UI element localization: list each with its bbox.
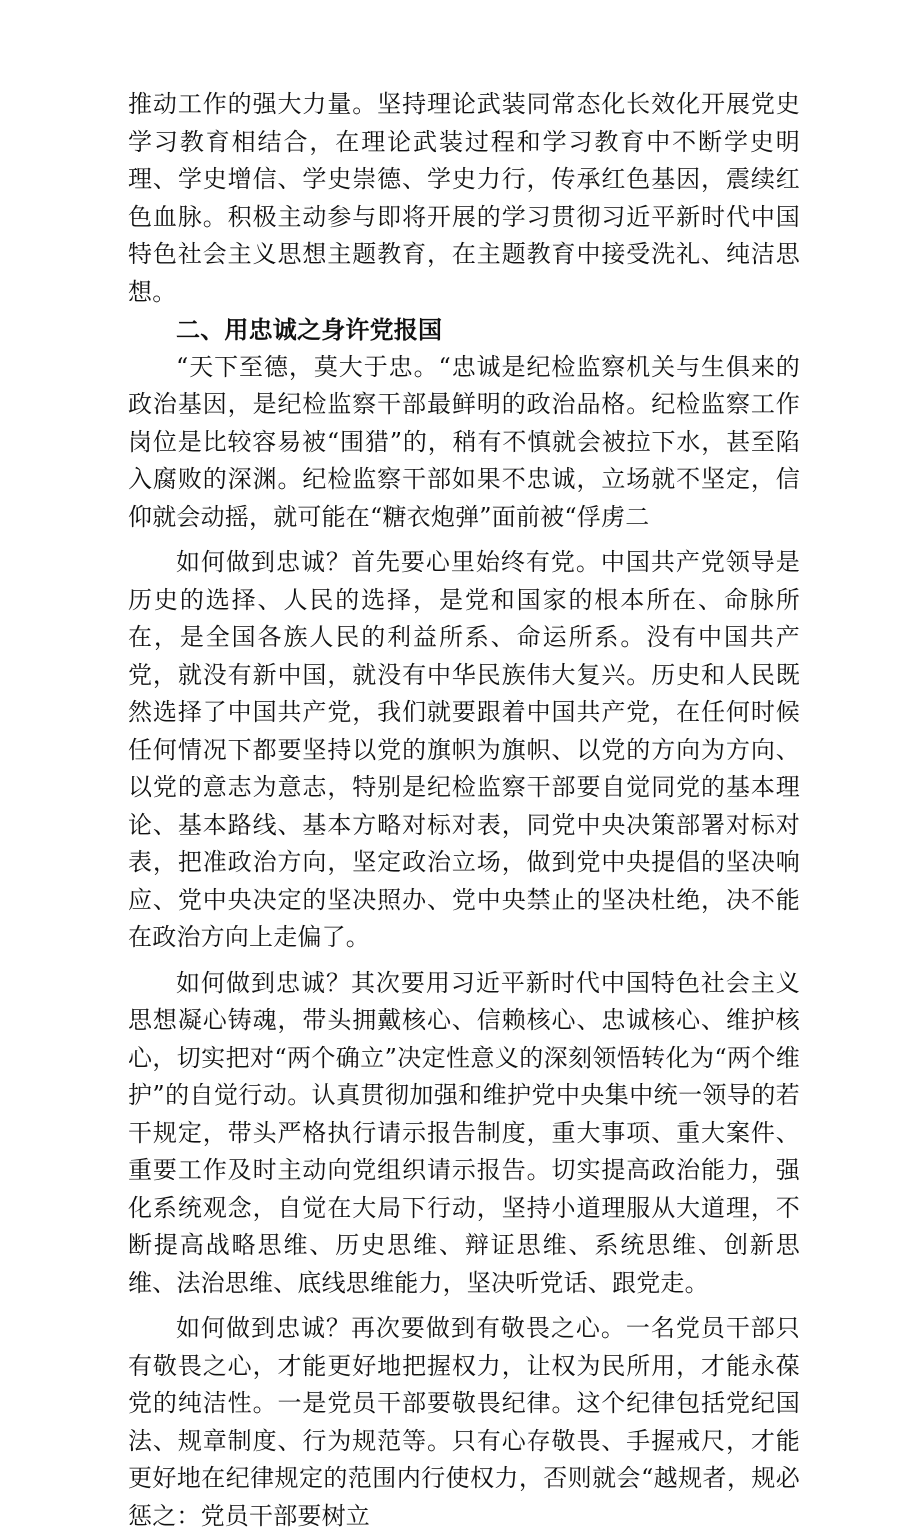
paragraph-1: 推动工作的强大力量。坚持理论武装同常态化长效化开展党史学习教育相结合，在理论武装过程和学习教育中不断学史明理、学史增信、学史崇德、学史力行，传承红色基因，震续红色血脉。积极主动参与即将开展的学习贯彻习近平新时代中国特色社会主义思想主题教育，在主题教育中接受洗礼、纯洁思想。 — [128, 90, 800, 306]
paragraph-4: 如何做到忠诚？其次要用习近平新时代中国特色社会主义思想凝心铸魂，带头拥戴核心、信赖核心、忠诚核心、维护核心，切实把对“两个确立”决定性意义的深刻领悟转化为“两个维护”的自觉行动。认真贯彻加强和维护党中央集中统一领导的若干规定，带头严格执行请示报告制度，重大事项、重大案件、重要工作及时主动向党组织请示报告。切实提高政治能力，强化系统观念，自觉在大局下行动，坚持小道理服从大道理，不断提高战略思维、历史思维、辩证思维、系统思维、创新思维、法治思维、底线思维能力，坚决听党话、跟党走。 — [128, 968, 800, 1297]
paragraph-3: 如何做到忠诚？首先要心里始终有党。中国共产党领导是历史的选择、人民的选择，是党和国家的根本所在、命脉所在，是全国各族人民的利益所系、命运所系。没有中国共产党，就没有新中国，就没有中华民族伟大复兴。历史和人民既然选择了中国共产党，我们就要跟着中国共产党，在任何时候任何情况下都要坚持以党的旗帜为旗帜、以党的方向为方向、以党的意志为意志，特别是纪检监察干部要自觉同党的基本理论、基本路线、基本方略对标对表，同党中央决策部署对标对表，把准政治方向，坚定政治立场，做到党中央提倡的坚决响应、党中央决定的坚决照办、党中央禁止的坚决杜绝，决不能在政治方向上走偏了。 — [128, 548, 800, 951]
paragraph-2: “天下至德，莫大于忠。“忠诚是纪检监察机关与生俱来的政治基因，是纪检监察干部最鲜明的政治品格。纪检监察工作岗位是比较容易被“围猎”的，稍有不慎就会被拉下水，甚至陷入腐败的深渊。纪检监察干部如果不忠诚，立场就不坚定，信仰就会动摇，就可能在“糖衣炮弹”面前被“俘虏二 — [128, 352, 800, 531]
document-body — [128, 86, 800, 1535]
paragraph-5: 如何做到忠诚？再次要做到有敬畏之心。一名党员干部只有敬畏之心，才能更好地把握权力，让权为民所用，才能永葆党的纯洁性。一是党员干部要敬畏纪律。这个纪律包括党纪国法、规章制度、行为规范等。只有心存敬畏、手握戒尺，才能更好地在纪律规定的范围内行使权力，否则就会“越规者，规必惩之：党员干部要树立 — [128, 1314, 800, 1530]
section-heading: 二、用忠诚之身许党报国 — [176, 315, 443, 344]
